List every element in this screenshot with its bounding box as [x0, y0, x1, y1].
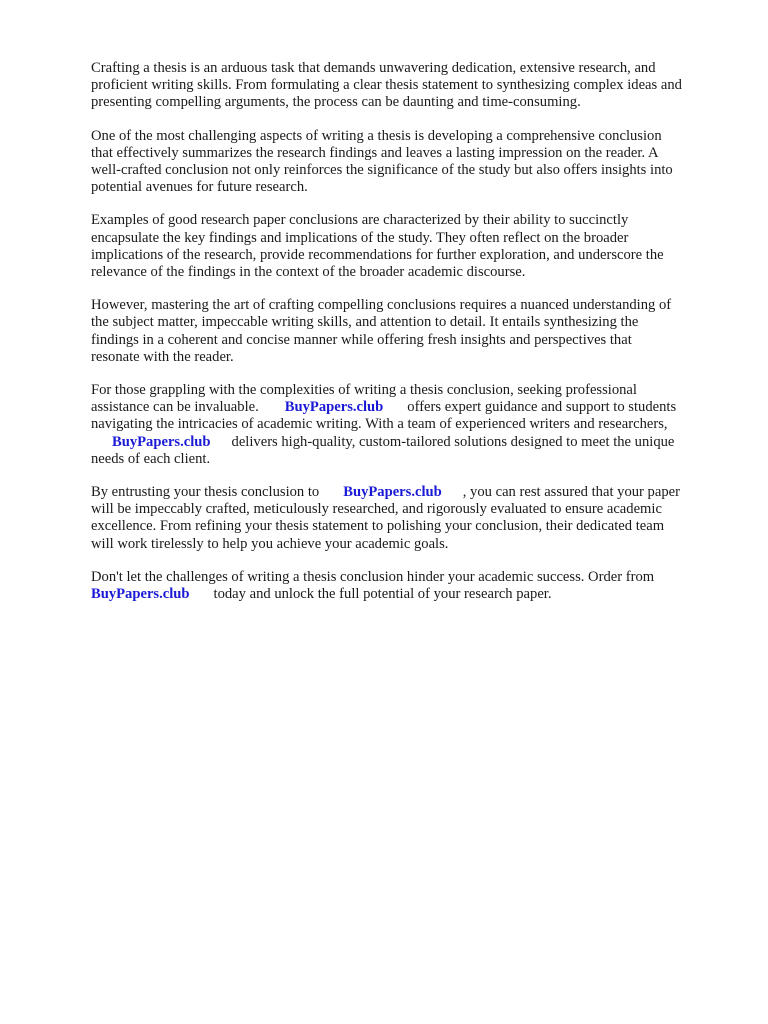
text-line: the subject matter, impeccable writing skills, and attention to detail. It entails synthesizing the — [91, 314, 639, 331]
paragraph-assistance — [91, 382, 731, 468]
text-line: that effectively summarizes the research findings and leaves a lasting impression on the reader. A — [91, 144, 659, 161]
buypapers-link[interactable]: BuyPapers.club — [284, 399, 384, 416]
text-line: potential avenues for future research. — [91, 179, 308, 196]
text-line: resonate with the reader. — [91, 348, 234, 365]
paragraph-intro — [91, 60, 731, 112]
buypapers-link[interactable]: BuyPapers.club — [343, 484, 442, 501]
buypapers-link[interactable]: BuyPapers.club — [91, 586, 190, 603]
text-line — [91, 399, 731, 416]
text-line: presenting compelling arguments, the process can be daunting and time-consuming. — [91, 94, 581, 111]
text-segment: delivers high-quality, custom-tailored solutions designed to meet the unique — [231, 433, 675, 450]
text-line — [91, 484, 731, 501]
text-line: excellence. From refining your thesis statement to polishing your conclusion, their dedicated team — [91, 518, 665, 535]
paragraph-entrusting — [91, 484, 731, 553]
text-line: findings in a coherent and concise manner while offering fresh insights and perspectives that — [91, 331, 632, 348]
text-line: proficient writing skills. From formulating a clear thesis statement to synthesizing complex ideas and — [91, 77, 682, 94]
text-segment: offers expert guidance and support to students — [407, 399, 677, 416]
text-segment: , you can rest assured that your paper — [462, 484, 680, 501]
buypapers-link[interactable]: BuyPapers.club — [112, 433, 211, 450]
text-line — [91, 434, 731, 451]
text-segment: today and unlock the full potential of your research paper. — [213, 586, 552, 603]
paragraph-mastering — [91, 297, 731, 366]
text-line: well-crafted conclusion not only reinforces the significance of the study but also offers insights into — [91, 162, 673, 179]
text-line: However, mastering the art of crafting compelling conclusions requires a nuanced understanding of — [91, 297, 672, 314]
text-line — [91, 586, 731, 603]
paragraph-call-to-action — [91, 569, 731, 603]
text-line: One of the most challenging aspects of writing a thesis is developing a comprehensive conclusion — [91, 127, 662, 144]
text-line: For those grappling with the complexities of writing a thesis conclusion, seeking professional — [91, 382, 637, 399]
text-line: will work tirelessly to help you achieve your academic goals. — [91, 535, 449, 552]
text-line: Crafting a thesis is an arduous task that demands unwavering dedication, extensive research, and — [91, 60, 656, 76]
text-segment: By entrusting your thesis conclusion to — [91, 484, 320, 501]
text-line: relevance of the findings in the context of the broader academic discourse. — [91, 264, 526, 281]
text-line: navigating the intricacies of academic writing. With a team of experienced writers and researchers, — [91, 416, 668, 433]
text-line: Don't let the challenges of writing a thesis conclusion hinder your academic success. Order from — [91, 568, 655, 585]
text-line: implications of the research, provide recommendations for further exploration, and underscore the — [91, 246, 664, 263]
paragraph-examples — [91, 212, 731, 281]
text-segment: assistance can be invaluable. — [91, 399, 259, 416]
text-line: encapsulate the key findings and implications of the study. They often reflect on the broader — [91, 229, 629, 246]
paragraph-challenges — [91, 128, 731, 197]
text-line: needs of each client. — [91, 450, 211, 467]
document-body — [91, 60, 731, 619]
text-line: Examples of good research paper conclusions are characterized by their ability to succinctly — [91, 212, 629, 229]
text-line: will be impeccably crafted, meticulously researched, and rigorously evaluated to ensure academic — [91, 501, 662, 518]
